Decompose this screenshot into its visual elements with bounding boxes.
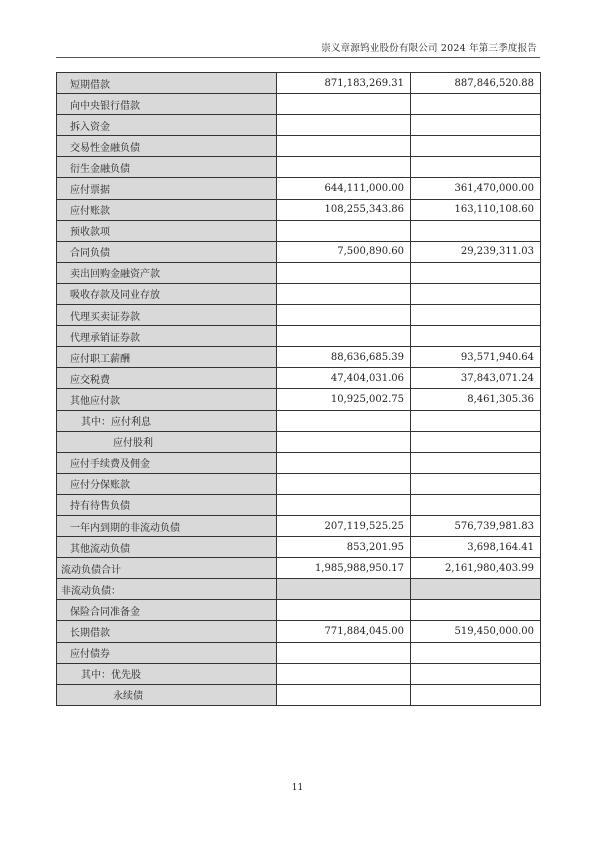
prior-period-value	[411, 136, 541, 157]
prior-period-value	[411, 410, 541, 431]
row-label: 向中央银行借款	[57, 94, 277, 115]
table-row	[57, 684, 541, 705]
row-label: 应付职工薪酬	[57, 347, 277, 368]
table-row	[57, 199, 541, 220]
current-period-value	[277, 452, 411, 473]
prior-period-value	[411, 452, 541, 473]
current-period-value	[277, 494, 411, 515]
row-label: 其他应付款	[57, 389, 277, 410]
table-row	[57, 621, 541, 642]
prior-period-value: 93,571,940.64	[411, 347, 541, 368]
row-label: 代理买卖证券款	[57, 305, 277, 326]
row-label: 应付账款	[57, 199, 277, 220]
current-period-value: 108,255,343.86	[277, 199, 411, 220]
current-period-value	[277, 283, 411, 304]
prior-period-value	[411, 305, 541, 326]
current-period-value	[277, 431, 411, 452]
table-row	[57, 94, 541, 115]
table-row	[57, 600, 541, 621]
page-number: 11	[291, 783, 304, 793]
row-label: 预收款项	[57, 220, 277, 241]
prior-period-value: 2,161,980,403.99	[411, 558, 541, 579]
row-label: 短期借款	[57, 73, 277, 94]
prior-period-value: 361,470,000.00	[411, 178, 541, 199]
current-period-value	[277, 410, 411, 431]
table-row	[57, 283, 541, 304]
table-row	[57, 663, 541, 684]
table-row	[57, 73, 541, 94]
prior-period-value: 29,239,311.03	[411, 241, 541, 262]
table-row	[57, 305, 541, 326]
row-label: 拆入资金	[57, 115, 277, 136]
table-row	[57, 220, 541, 241]
current-period-value: 1,985,988,950.17	[277, 558, 411, 579]
table-row	[57, 579, 541, 600]
current-period-value: 88,636,685.39	[277, 347, 411, 368]
table-row	[57, 515, 541, 536]
current-period-value	[277, 262, 411, 283]
prior-period-value	[411, 115, 541, 136]
row-label: 其中：优先股	[57, 663, 277, 684]
current-period-value	[277, 94, 411, 115]
prior-period-value: 37,843,071.24	[411, 368, 541, 389]
prior-period-value: 887,846,520.88	[411, 73, 541, 94]
current-period-value	[277, 326, 411, 347]
row-label: 应付分保账款	[57, 473, 277, 494]
row-label: 流动负债合计	[57, 558, 277, 579]
prior-period-value	[411, 494, 541, 515]
row-label: 应付手续费及佣金	[57, 452, 277, 473]
current-period-value	[277, 157, 411, 178]
current-period-value: 10,925,002.75	[277, 389, 411, 410]
row-label: 应付债券	[57, 642, 277, 663]
table-row	[57, 115, 541, 136]
current-period-value	[277, 600, 411, 621]
prior-period-value	[411, 579, 541, 600]
prior-period-value	[411, 220, 541, 241]
table-row	[57, 262, 541, 283]
row-label: 持有待售负债	[57, 494, 277, 515]
table-row	[57, 452, 541, 473]
balance-sheet-table	[56, 72, 541, 706]
table-row	[57, 389, 541, 410]
row-label: 合同负债	[57, 241, 277, 262]
table-row	[57, 410, 541, 431]
table-row	[57, 136, 541, 157]
row-label: 保险合同准备金	[57, 600, 277, 621]
table-row	[57, 431, 541, 452]
row-label: 其他流动负债	[57, 537, 277, 558]
row-label: 应付股利	[57, 431, 277, 452]
row-label: 一年内到期的非流动负债	[57, 515, 277, 536]
report-header: 崇义章源钨业股份有限公司 2024 年第三季度报告	[321, 43, 537, 54]
table-row	[57, 473, 541, 494]
row-label: 永续债	[57, 684, 277, 705]
prior-period-value: 519,450,000.00	[411, 621, 541, 642]
table-row	[57, 347, 541, 368]
prior-period-value	[411, 663, 541, 684]
row-label: 长期借款	[57, 621, 277, 642]
row-label: 其中：应付利息	[57, 410, 277, 431]
prior-period-value	[411, 326, 541, 347]
prior-period-value	[411, 94, 541, 115]
table-row	[57, 178, 541, 199]
row-label: 衍生金融负债	[57, 157, 277, 178]
current-period-value: 853,201.95	[277, 537, 411, 558]
current-period-value: 871,183,269.31	[277, 73, 411, 94]
current-period-value: 771,884,045.00	[277, 621, 411, 642]
prior-period-value: 576,739,981.83	[411, 515, 541, 536]
prior-period-value: 3,698,164.41	[411, 537, 541, 558]
current-period-value: 7,500,890.60	[277, 241, 411, 262]
current-period-value	[277, 115, 411, 136]
current-period-value	[277, 642, 411, 663]
prior-period-value	[411, 262, 541, 283]
prior-period-value	[411, 473, 541, 494]
table-row	[57, 642, 541, 663]
current-period-value	[277, 473, 411, 494]
row-label: 交易性金融负债	[57, 136, 277, 157]
prior-period-value	[411, 684, 541, 705]
table-row	[57, 157, 541, 178]
prior-period-value: 163,110,108.60	[411, 199, 541, 220]
row-label: 代理承销证券款	[57, 326, 277, 347]
current-period-value	[277, 663, 411, 684]
current-period-value	[277, 136, 411, 157]
current-period-value	[277, 305, 411, 326]
table-row	[57, 494, 541, 515]
prior-period-value	[411, 283, 541, 304]
prior-period-value	[411, 431, 541, 452]
header-divider	[56, 57, 540, 58]
prior-period-value: 8,461,305.36	[411, 389, 541, 410]
table-row	[57, 241, 541, 262]
table-row	[57, 368, 541, 389]
prior-period-value	[411, 600, 541, 621]
current-period-value: 47,404,031.06	[277, 368, 411, 389]
current-period-value	[277, 579, 411, 600]
prior-period-value	[411, 157, 541, 178]
table-row	[57, 558, 541, 579]
current-period-value	[277, 684, 411, 705]
current-period-value: 207,119,525.25	[277, 515, 411, 536]
prior-period-value	[411, 642, 541, 663]
current-period-value	[277, 220, 411, 241]
row-label: 应交税费	[57, 368, 277, 389]
row-label: 非流动负债：	[57, 579, 277, 600]
row-label: 吸收存款及同业存放	[57, 283, 277, 304]
current-period-value: 644,111,000.00	[277, 178, 411, 199]
row-label: 卖出回购金融资产款	[57, 262, 277, 283]
table-row	[57, 537, 541, 558]
row-label: 应付票据	[57, 178, 277, 199]
table-row	[57, 326, 541, 347]
